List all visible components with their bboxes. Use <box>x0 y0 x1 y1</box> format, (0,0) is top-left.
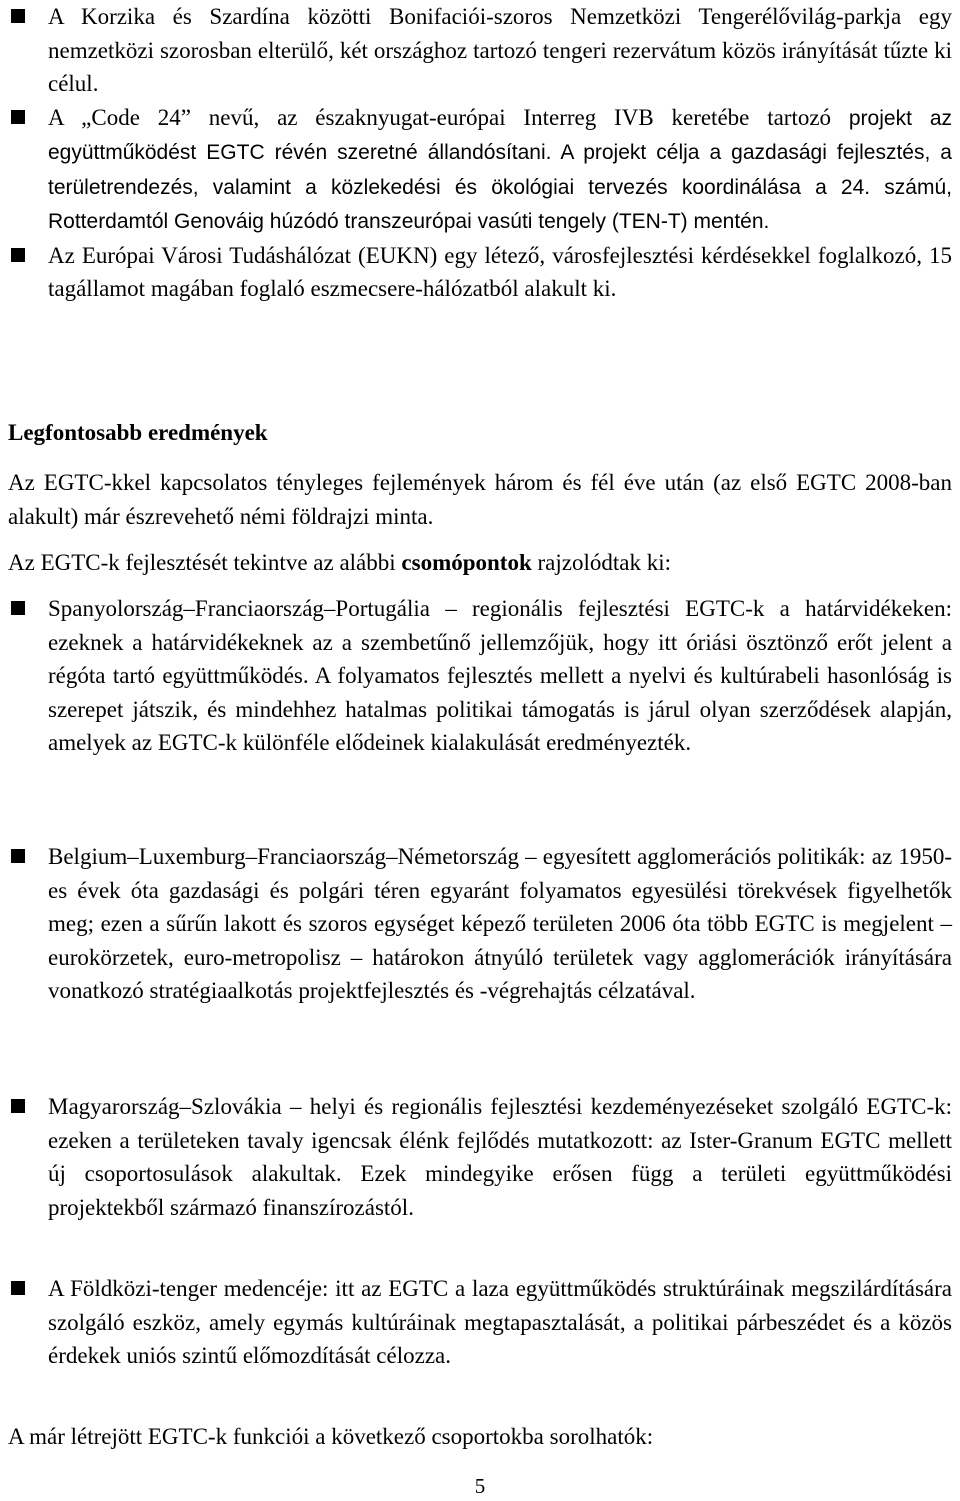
list-item-text: Belgium–Luxemburg–Franciaország–Németország – egyesített agglomerációs politikák: az 1950-es évek óta gazdasági és polgári téren egyaránt folyamatos egyesülési törekvések figyelhetők meg; ezen a sűrűn lakott és szoros egységet képező területen 2006 óta több EGTC is megjelent – eurokörzetek, euro-metropolisz – határokon átnyúló területek vagy agglomerációk irányítására vonatkozó stratégiaalkotás projektfejlesztés és -végrehajtás célzatával. <box>48 844 952 1003</box>
list-item-text: Spanyolország–Franciaország–Portugália – regionális fejlesztési EGTC-k a határvidékeken: ezeknek a határvidékeknek az a szembetűnő jellemzőjük, hogy itt óriási ösztönző erőt jelent a régóta tartó együttműködés. A folyamatos fejlesztés mellett a nyelvi és kultúrabeli hasonlóság is szerepet játszik, és mindehhez hatalmas politikai támogatás is járul olyan szerződések alapján, amelyek az EGTC-k különféle elődeinek kialakulását eredményezték. <box>48 596 952 755</box>
list-item-text: A Korzika és Szardína közötti Bonifaciói-szoros Nemzetközi Tengerélővilág-parkja egy nemzetközi szorosban elterülő, két országhoz tartozó tengeri rezervátum közös irányítását tűzte ki célul. <box>48 4 952 96</box>
list-item-text: A „Code 24” nevű, az északnyugat-európai Interreg IVB keretébe tartozó <box>48 104 832 130</box>
closing-paragraph: A már létrejött EGTC-k funkciói a következő csoportokba sorolhatók: <box>8 1424 654 1449</box>
section-heading: Legfontosabb eredmények <box>8 420 268 445</box>
bullet-square-icon <box>11 849 25 863</box>
list-item <box>0 101 952 239</box>
list-item-text-sans: projekt az együttműködést EGTC révén szeretné állandósítani. A projekt célja a gazdasági fejlesztés, a területrendezés, valamint a közlekedési és ökológiai tervezés koordinálása a 24. számú, Rotterdamtól Genováig húzódó transzeurópai vasúti tengely (TEN-T) mentén. <box>48 106 952 233</box>
bullet-square-icon <box>11 248 25 262</box>
list-item <box>0 592 952 760</box>
top-bullet-list <box>0 0 952 306</box>
list-item-text: Az Európai Városi Tudáshálózat (EUKN) egy létező, városfejlesztési kérdésekkel foglalkozó, 15 tagállamot magában foglaló eszmecsere-hálózatból alakult ki. <box>48 242 952 301</box>
bullet-square-icon <box>11 9 25 23</box>
nodes-paragraph-bold: csomópontok <box>401 550 532 575</box>
nodes-paragraph <box>8 546 952 580</box>
list-item <box>0 239 952 306</box>
nodes-paragraph-after: rajzolódtak ki: <box>531 550 672 575</box>
list-item-text: Magyarország–Szlovákia – helyi és regionális fejlesztési kezdeményezéseket szolgáló EGTC-k: ezeken a területeken tavaly igencsak élénk fejlődés mutatkozott: az Ister-Granum EGTC mellett új csoportosulások alakultak. Ezek mindegyike erősen függ a területi együttműködési projektekből származó finanszírozástól. <box>48 1094 952 1220</box>
bullet-square-icon <box>11 1281 25 1295</box>
list-item <box>0 0 952 101</box>
bullet-square-icon <box>11 601 25 615</box>
list-item <box>0 1090 952 1224</box>
bullet-square-icon <box>11 110 25 124</box>
page-number: 5 <box>474 1474 486 1498</box>
list-item <box>0 840 952 1008</box>
bullet-square-icon <box>11 1099 25 1113</box>
nodes-paragraph-before: Az EGTC-k fejlesztését tekintve az alábbi <box>8 550 402 575</box>
list-item-text: A Földközi-tenger medencéje: itt az EGTC a laza együttműködés struktúráinak megszilárdítására szolgáló eszköz, amely egymás kultúráinak megtapasztalását, a politikai párbeszédet és a közös érdekek uniós szintű előmozdítását célozza. <box>48 1276 952 1368</box>
intro-paragraph: Az EGTC-kkel kapcsolatos tényleges fejlemények három és fél éve után (az első EGTC 2008-ban alakult) már észrevehető némi földrajzi minta. <box>8 470 952 529</box>
list-item <box>0 1272 952 1373</box>
